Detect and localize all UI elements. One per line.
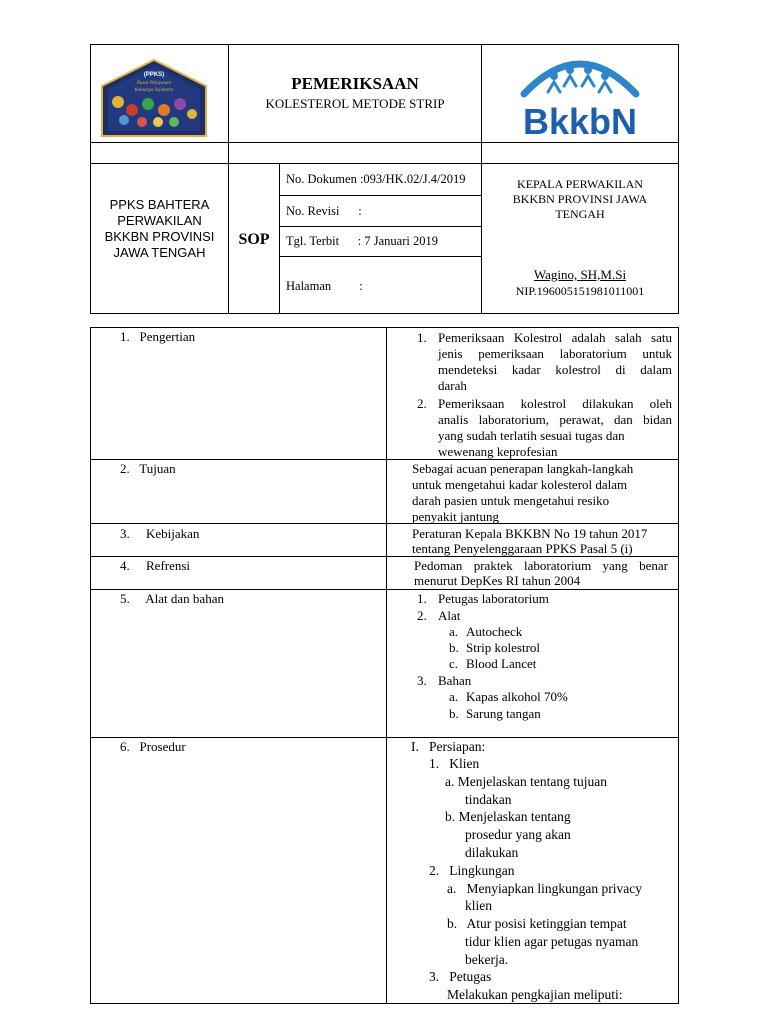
- ppks-logo: [98, 58, 210, 138]
- list-item-line: jenis pemeriksaan laboratorium untuk: [438, 346, 672, 361]
- org-line-1: PPKS BAHTERA: [109, 197, 210, 212]
- text-line: Pedoman praktek laboratorium yang benar: [414, 558, 668, 573]
- list-item: Bahan: [438, 673, 472, 688]
- section-pengertian-label: 1. Pengertian: [120, 329, 196, 344]
- prosedur-line: 3. Petugas: [429, 969, 492, 984]
- prosedur-line: 1. Klien: [429, 756, 480, 771]
- signer-name: Wagino, SH,M.Si: [533, 267, 627, 282]
- section-tujuan-label: 2. Tujuan: [120, 461, 176, 476]
- list-letter: a.: [449, 624, 459, 639]
- section-refrensi-label: 4. Refrensi: [120, 558, 191, 573]
- list-item: Kapas alkohol 70%: [466, 689, 568, 704]
- prosedur-line: a. Menyiapkan lingkungan privacy: [447, 881, 642, 896]
- prosedur-line: a. Menjelaskan tentang tujuan: [445, 774, 607, 789]
- list-number: 1.: [417, 591, 427, 606]
- org-line-3: BKKBN PROVINSI: [104, 229, 215, 244]
- prosedur-line: tindakan: [465, 792, 512, 807]
- text-line: untuk mengetahui kadar kolesterol dalam: [412, 477, 628, 492]
- text-line: penyakit jantung: [412, 509, 500, 524]
- list-item: Sarung tangan: [466, 706, 541, 721]
- list-item-line: yang sudah terlatih sesuai tugas dan: [438, 428, 625, 443]
- list-item: Strip kolestrol: [466, 640, 541, 655]
- doc-revision: No. Revisi :: [286, 204, 362, 218]
- document-subtitle: KOLESTEROL METODE STRIP: [265, 96, 445, 111]
- prosedur-line: Melakukan pengkajian meliputi:: [447, 987, 623, 1002]
- list-item: Petugas laboratorium: [438, 591, 549, 606]
- text-line: darah pasien untuk mengetahui resiko: [412, 493, 610, 508]
- list-number: 2.: [417, 396, 427, 411]
- list-letter: b.: [449, 706, 459, 721]
- list-item: Autocheck: [466, 624, 523, 639]
- prosedur-line: prosedur yang akan: [465, 827, 571, 842]
- sop-label: SOP: [238, 231, 270, 248]
- prosedur-line: I. Persiapan:: [411, 739, 486, 754]
- ppks-logo-line-2: Pusat Pelayanan: [136, 81, 172, 86]
- text-line: tentang Penyelenggaraan PPKS Pasal 5 (i): [412, 541, 633, 556]
- text-line: Peraturan Kepala BKKBN No 19 tahun 2017: [412, 526, 648, 541]
- signer-title-1: KEPALA PERWAKILAN: [517, 177, 643, 191]
- section-kebijakan-label: 3. Kebijakan: [120, 526, 200, 541]
- prosedur-line: tidur klien agar petugas nyaman: [465, 934, 639, 949]
- list-item-line: darah: [438, 378, 467, 393]
- prosedur-line: b. Menjelaskan tentang: [445, 809, 571, 824]
- prosedur-line: bekerja.: [465, 952, 509, 967]
- list-item: Blood Lancet: [466, 656, 537, 671]
- section-prosedur-label: 6. Prosedur: [120, 739, 186, 754]
- list-number: 3.: [417, 673, 427, 688]
- signer-title-3: TENGAH: [555, 207, 605, 221]
- org-line-2: PERWAKILAN: [117, 213, 202, 228]
- prosedur-line: b. Atur posisi ketinggian tempat: [447, 916, 627, 931]
- ppks-logo-line-3: Keluarga Sejahtera: [134, 88, 174, 93]
- list-number: 2.: [417, 608, 427, 623]
- list-letter: c.: [449, 656, 459, 671]
- prosedur-line: dilakukan: [465, 845, 519, 860]
- section-alat-label: 5. Alat dan bahan: [120, 591, 224, 606]
- signer-nip: NIP.196005151981011001: [515, 284, 645, 298]
- list-number: 1.: [417, 330, 427, 345]
- text-line: Sebagai acuan penerapan langkah-langkah: [412, 461, 634, 476]
- prosedur-line: klien: [465, 898, 492, 913]
- list-item-line: mendeteksi kadar kolestrol di dalam: [438, 362, 672, 377]
- doc-page: Halaman :: [286, 279, 363, 293]
- list-item-line: wewenang keprofesian: [438, 444, 558, 459]
- list-item-line: analis laboratorium, perawat, dan bidan: [438, 412, 672, 427]
- list-item-line: Pemeriksaan Kolestrol adalah salah satu: [438, 330, 672, 345]
- prosedur-line: 2. Lingkungan: [429, 863, 515, 878]
- bkkbn-logo-text: BkkbN: [522, 101, 638, 140]
- list-item-line: Pemeriksaan kolestrol dilakukan oleh: [438, 396, 672, 411]
- ppks-logo-line-1: (PPKS): [143, 72, 165, 78]
- text-line: menurut DepKes RI tahun 2004: [414, 573, 581, 588]
- doc-number: No. Dokumen :093/HK.02/J.4/2019: [286, 172, 466, 186]
- signer-title-2: BKKBN PROVINSI JAWA: [512, 192, 648, 206]
- list-letter: a.: [449, 689, 459, 704]
- org-line-4: JAWA TENGAH: [113, 245, 206, 260]
- bkkbn-logo: [510, 46, 650, 140]
- list-item: Alat: [438, 608, 461, 623]
- document-title: PEMERIKSAAN: [291, 74, 419, 93]
- list-letter: b.: [449, 640, 459, 655]
- doc-issue-date: Tgl. Terbit : 7 Januari 2019: [286, 234, 438, 248]
